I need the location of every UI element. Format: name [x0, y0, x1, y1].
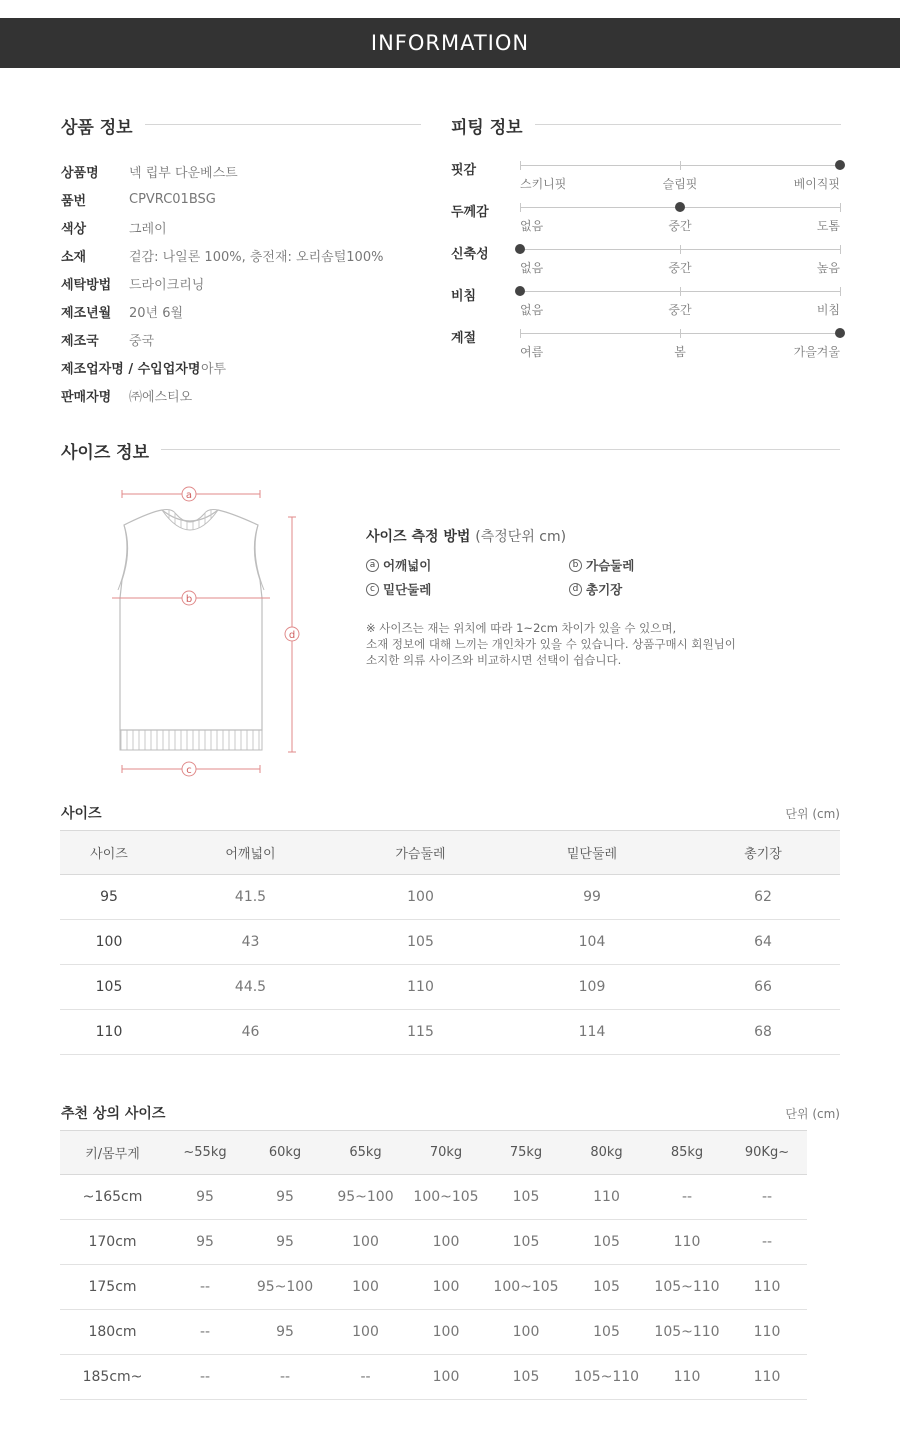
table-cell: 100~105 [406, 1175, 486, 1220]
size-info-divider [61, 449, 840, 450]
table-row [60, 1010, 840, 1055]
fitting-option-label: 없음 [520, 303, 544, 317]
measure-marker: a [366, 559, 379, 572]
fitting-label: 계절 [451, 331, 477, 346]
table-cell: -- [325, 1355, 406, 1400]
table-cell: -- [245, 1355, 325, 1400]
table-cell: 95~100 [245, 1265, 325, 1310]
marker-c: c [186, 765, 192, 776]
measure-item [366, 580, 569, 598]
table-cell: -- [727, 1220, 807, 1265]
table-cell: 95 [165, 1175, 245, 1220]
fitting-scale-tick [840, 287, 841, 296]
measure-unit: (측정단위 cm) [475, 529, 567, 545]
product-info-label: 제조업자명 / 수입업자명 [61, 361, 201, 377]
table-header-cell: 키/몸무게 [60, 1131, 165, 1175]
table-cell: 95 [165, 1220, 245, 1265]
product-info-label: 제조년월 [61, 305, 112, 321]
product-info-row [61, 185, 421, 213]
size-table-unit: 단위 (cm) [785, 807, 840, 821]
table-cell: 105~110 [566, 1355, 647, 1400]
fitting-option-label: 여름 [520, 345, 544, 359]
table-cell: 100 [343, 875, 498, 920]
product-info-row [61, 241, 421, 269]
product-info-row [61, 381, 421, 409]
fitting-option-label: 비침 [816, 303, 840, 317]
table-row [60, 1220, 900, 1265]
table-cell: 175cm [60, 1265, 165, 1310]
table-row [60, 1175, 900, 1220]
fitting-row [451, 327, 841, 369]
fitting-option-label: 봄 [674, 345, 686, 359]
table-cell: 105~110 [647, 1310, 727, 1355]
fitting-scale-tick [680, 329, 681, 338]
fitting-option-label: 없음 [520, 261, 544, 275]
product-info-row [61, 297, 421, 325]
table-cell: 44.5 [158, 965, 343, 1010]
size-table-title: 사이즈 [61, 806, 102, 822]
fitting-scale-tick [520, 203, 521, 212]
table-cell: 110 [727, 1355, 807, 1400]
size-table [60, 830, 840, 1055]
measure-note-line: 소재 정보에 대해 느끼는 개인차가 있을 수 있습니다. 상품구매시 회원님이 [366, 637, 736, 651]
table-header-cell: 총기장 [686, 831, 840, 875]
table-cell: 46 [158, 1010, 343, 1055]
fitting-selected-dot [515, 286, 525, 296]
table-cell: 95 [245, 1220, 325, 1265]
fitting-option-label: 중간 [668, 219, 692, 233]
table-row [60, 1355, 900, 1400]
product-info-list [61, 157, 421, 409]
measure-marker: c [366, 583, 379, 596]
fitting-option-label: 중간 [668, 303, 692, 317]
product-info-label: 소재 [61, 249, 87, 265]
table-cell: 105~110 [647, 1265, 727, 1310]
table-cell: 180cm [60, 1310, 165, 1355]
reco-size-table [60, 1130, 900, 1400]
table-header-cell: 사이즈 [60, 831, 158, 875]
product-info-value: ㈜에스티오 [129, 389, 193, 405]
product-info-label: 상품명 [61, 165, 99, 181]
product-info-title: 상품 정보 [61, 113, 145, 138]
table-cell: 104 [498, 920, 686, 965]
product-info-label: 제조국 [61, 333, 99, 349]
information-header: INFORMATION [0, 18, 900, 68]
product-info-value: 20년 6월 [129, 305, 184, 321]
fitting-option-label: 가을겨울 [793, 345, 840, 359]
table-header-cell: 90Kg~ [727, 1131, 807, 1175]
size-info-title: 사이즈 정보 [61, 438, 161, 463]
measure-label: 가슴둘레 [586, 558, 635, 573]
table-cell: 105 [486, 1175, 566, 1220]
table-cell: -- [727, 1175, 807, 1220]
table-row [60, 1310, 900, 1355]
table-cell: -- [165, 1355, 245, 1400]
table-row [60, 1265, 900, 1310]
product-info-label: 품번 [61, 193, 87, 209]
table-cell: 100~105 [486, 1265, 566, 1310]
table-cell: 43 [158, 920, 343, 965]
fitting-scale-track [520, 165, 840, 166]
table-header-cell: 가슴둘레 [343, 831, 498, 875]
table-cell: ~165cm [60, 1175, 165, 1220]
measure-item [569, 556, 769, 574]
table-header-cell: ~55kg [165, 1131, 245, 1175]
table-cell: 95 [245, 1310, 325, 1355]
fitting-scale-tick [840, 245, 841, 254]
fitting-selected-dot [515, 244, 525, 254]
vest-hem-rib [120, 730, 262, 750]
table-header-row [60, 831, 840, 875]
table-cell: 105 [486, 1355, 566, 1400]
product-info-value: 드라이크리닝 [129, 277, 205, 293]
table-cell: -- [647, 1175, 727, 1220]
table-cell: 100 [60, 920, 158, 965]
table-cell: 105 [566, 1310, 647, 1355]
marker-a: a [185, 490, 193, 501]
measure-label: 밑단둘레 [383, 582, 432, 597]
marker-b: b [185, 594, 193, 605]
table-cell: 41.5 [158, 875, 343, 920]
product-info-value: 겉감: 나일론 100%, 충전재: 오리솜털100% [129, 249, 384, 265]
table-cell: 62 [686, 875, 840, 920]
product-info-row [61, 157, 421, 185]
fitting-row [451, 201, 841, 243]
fitting-scale-track [520, 291, 840, 292]
table-cell: 110 [727, 1310, 807, 1355]
table-cell: 110 [343, 965, 498, 1010]
fitting-option-label: 도톰 [816, 219, 840, 233]
product-info-value: 아투 [201, 361, 227, 377]
table-row [60, 920, 840, 965]
table-header-cell: 65kg [325, 1131, 406, 1175]
measure-list [366, 556, 836, 598]
table-cell: 110 [647, 1220, 727, 1265]
fitting-scale-track [520, 249, 840, 250]
fitting-row [451, 243, 841, 285]
fitting-label: 비침 [451, 289, 477, 304]
fitting-row [451, 159, 841, 201]
measure-title: 사이즈 측정 방법 (측정단위 cm) [366, 529, 567, 545]
table-cell: 100 [325, 1310, 406, 1355]
measure-marker: b [569, 559, 582, 572]
product-info-row [61, 213, 421, 241]
vest-body [120, 510, 262, 730]
fitting-option-label: 스키니핏 [520, 177, 567, 191]
table-header-cell: 85kg [647, 1131, 727, 1175]
table-cell: 110 [566, 1175, 647, 1220]
table-cell: 68 [686, 1010, 840, 1055]
table-header-row [60, 1131, 900, 1175]
fitting-option-label: 중간 [668, 261, 692, 275]
fitting-label: 신축성 [451, 247, 489, 262]
measure-item [569, 580, 769, 598]
fitting-label: 두께감 [451, 205, 489, 220]
table-cell: 95 [245, 1175, 325, 1220]
fitting-scale-tick [840, 203, 841, 212]
fitting-option-label: 슬림핏 [662, 177, 698, 191]
measure-label: 총기장 [586, 582, 623, 597]
table-cell: 110 [60, 1010, 158, 1055]
fitting-selected-dot [675, 202, 685, 212]
product-info-value: 중국 [129, 333, 155, 349]
product-info-row [61, 325, 421, 353]
table-cell: 105 [343, 920, 498, 965]
table-header-cell: 어깨넓이 [158, 831, 343, 875]
table-cell: 100 [406, 1265, 486, 1310]
measure-label: 어깨넓이 [383, 558, 432, 573]
measure-note-line: 소지한 의류 사이즈와 비교하시면 선택이 쉽습니다. [366, 653, 622, 667]
product-info-value: 넥 립부 다운베스트 [129, 165, 238, 181]
product-info-row [61, 269, 421, 297]
table-cell: 99 [498, 875, 686, 920]
table-header-cell: 70kg [406, 1131, 486, 1175]
measure-note [366, 620, 836, 668]
table-cell: -- [165, 1310, 245, 1355]
product-info-label: 세탁방법 [61, 277, 112, 293]
product-info-value: 그레이 [129, 221, 167, 237]
table-cell: 95 [60, 875, 158, 920]
table-cell: -- [165, 1265, 245, 1310]
table-cell: 114 [498, 1010, 686, 1055]
fitting-label: 핏감 [451, 163, 477, 178]
fitting-info-title: 피팅 정보 [451, 113, 535, 138]
marker-d: d [288, 630, 296, 641]
measure-note-line: ※ 사이즈는 재는 위치에 따라 1~2cm 차이가 있을 수 있으며, [366, 621, 677, 635]
measure-item [366, 556, 569, 574]
table-header-cell: 80kg [566, 1131, 647, 1175]
table-cell: 105 [566, 1265, 647, 1310]
fitting-selected-dot [835, 160, 845, 170]
table-cell: 100 [406, 1220, 486, 1265]
table-cell: 64 [686, 920, 840, 965]
fitting-scale-track [520, 333, 840, 334]
table-row [60, 875, 840, 920]
product-info-label: 판매자명 [61, 389, 112, 405]
table-cell: 100 [486, 1310, 566, 1355]
table-cell: 105 [60, 965, 158, 1010]
table-cell: 109 [498, 965, 686, 1010]
reco-table-title: 추천 상의 사이즈 [61, 1106, 166, 1122]
fitting-row [451, 285, 841, 327]
table-cell: 185cm~ [60, 1355, 165, 1400]
table-cell: 110 [727, 1265, 807, 1310]
fitting-option-label: 베이직핏 [793, 177, 840, 191]
table-cell: 100 [325, 1265, 406, 1310]
product-info-row [61, 353, 421, 381]
table-cell: 66 [686, 965, 840, 1010]
fitting-scale-tick [520, 161, 521, 170]
table-cell: 115 [343, 1010, 498, 1055]
table-header-cell: 60kg [245, 1131, 325, 1175]
product-info-label: 색상 [61, 221, 87, 237]
reco-table-unit: 단위 (cm) [785, 1107, 840, 1121]
table-cell: 170cm [60, 1220, 165, 1265]
table-header-cell: 75kg [486, 1131, 566, 1175]
table-header-cell: 밑단둘레 [498, 831, 686, 875]
measure-marker: d [569, 583, 582, 596]
fitting-scale-tick [680, 161, 681, 170]
table-cell: 95~100 [325, 1175, 406, 1220]
fitting-scale-tick [520, 329, 521, 338]
vest-diagram [100, 480, 315, 780]
measure-method [366, 526, 836, 668]
product-info-value: CPVRC01BSG [129, 191, 216, 207]
fitting-scale-track [520, 207, 840, 208]
fitting-option-label: 없음 [520, 219, 544, 233]
table-row [60, 965, 840, 1010]
fitting-scale-tick [680, 245, 681, 254]
table-cell: 100 [406, 1310, 486, 1355]
table-cell: 105 [566, 1220, 647, 1265]
fitting-option-label: 높음 [816, 261, 840, 275]
fitting-scale-tick [680, 287, 681, 296]
table-cell: 105 [486, 1220, 566, 1265]
table-cell: 110 [647, 1355, 727, 1400]
table-cell: 100 [325, 1220, 406, 1265]
fitting-selected-dot [835, 328, 845, 338]
table-cell: 100 [406, 1355, 486, 1400]
